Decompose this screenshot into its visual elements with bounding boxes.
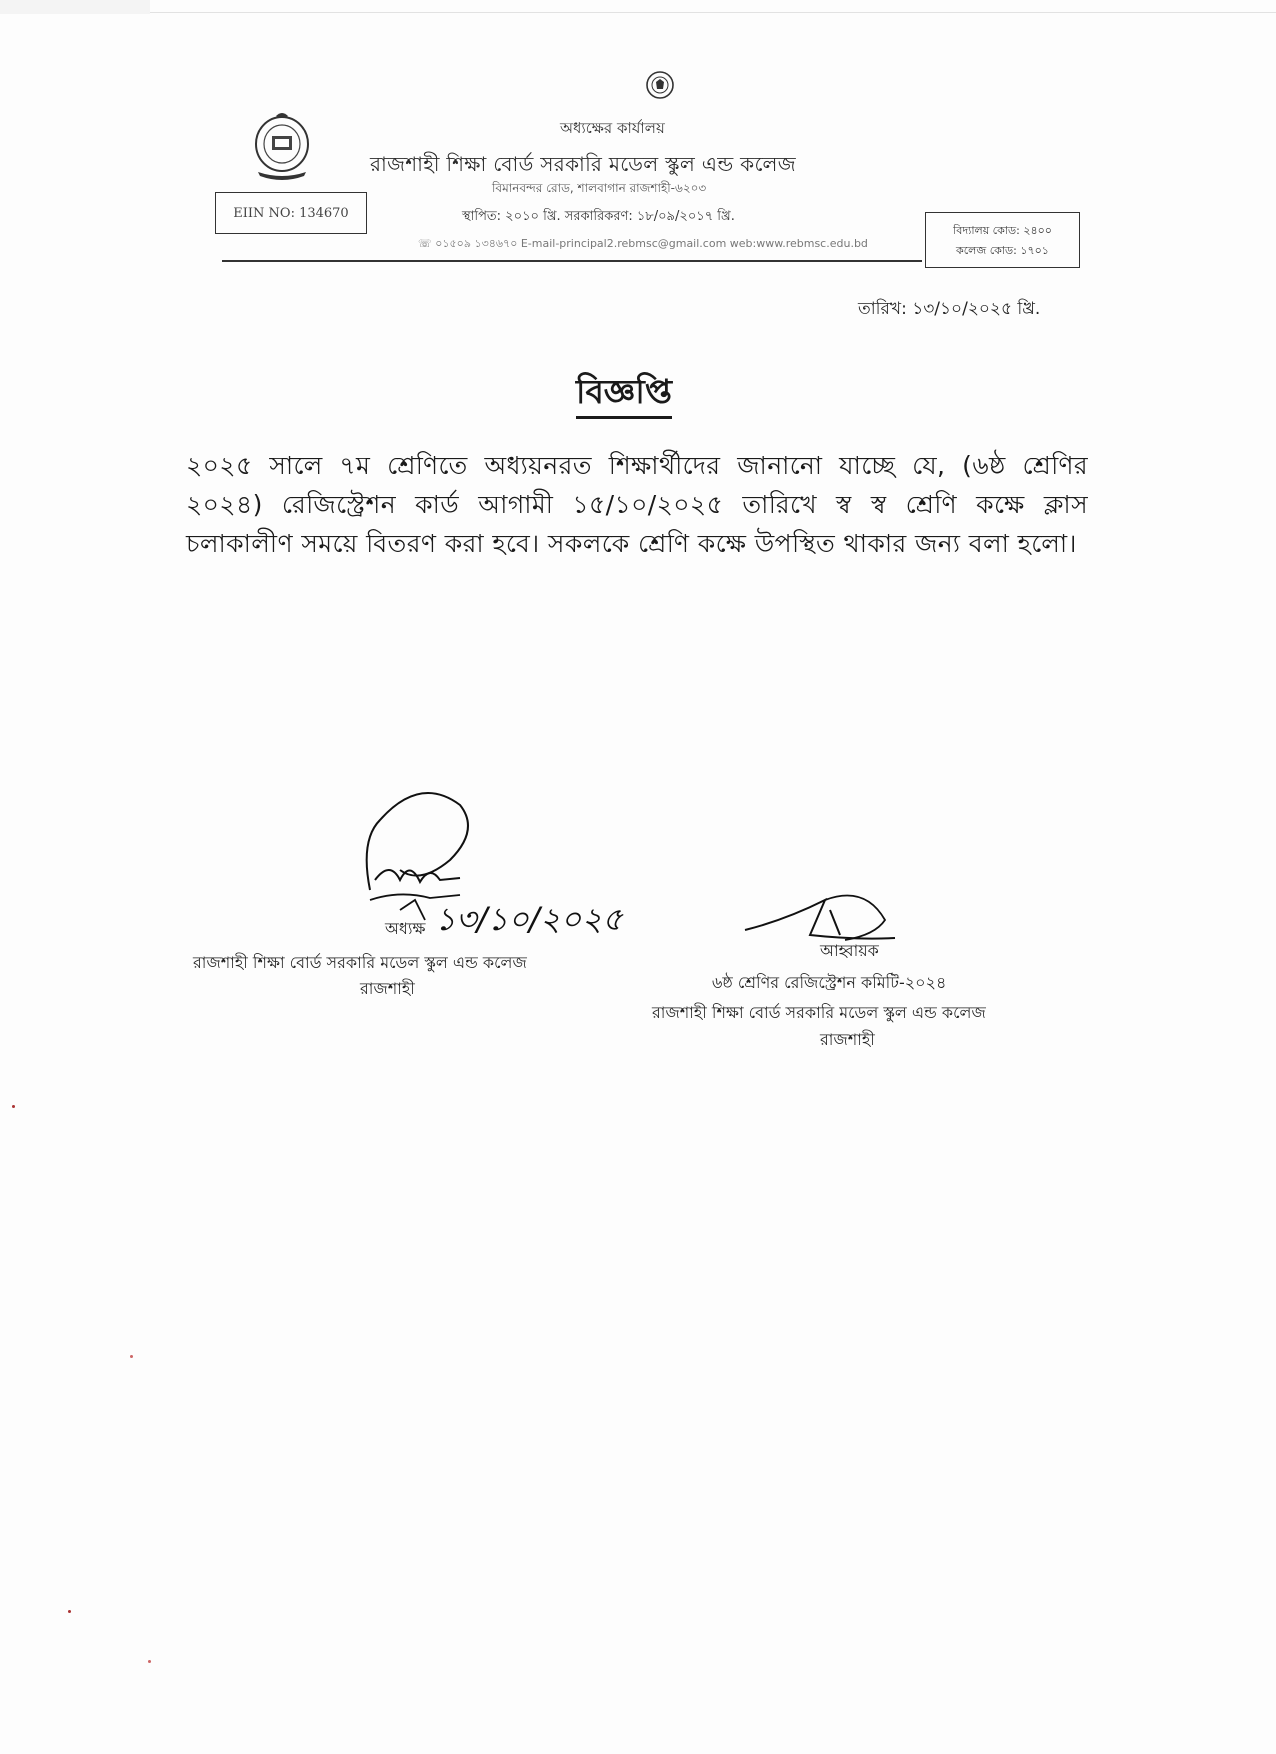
school-name: রাজশাহী শিক্ষা বোর্ড সরকারি মডেল স্কুল এন্ড কলেজ (370, 152, 796, 176)
notice-title: বিজ্ঞপ্তি (576, 370, 672, 419)
eiin-number: EIIN NO: 134670 (233, 205, 349, 221)
college-code: কলেজ কোড: ১৭০১ (956, 244, 1049, 257)
scan-speck (130, 1355, 133, 1358)
scan-edge (0, 0, 150, 14)
eiin-box (215, 192, 367, 234)
scan-top-line (150, 12, 1276, 13)
scan-speck (68, 1610, 71, 1613)
establishment-info: স্থাপিত: ২০১০ খ্রি. সরকারিকরণ: ১৮/০৯/২০১৭ খ্রি. (462, 209, 735, 224)
school-logo-icon (248, 110, 316, 182)
notice-body: ২০২৫ সালে ৭ম শ্রেণিতে অধ্যয়নরত শিক্ষার্থীদের জানানো যাচ্ছে যে, (৬ষ্ঠ শ্রেণির ২০২৪) রেজিস্ট্রেশন কার্ড আগামী ১৫/১০/২০২৫ তারিখে স্ব স্ব শ্রেণি কক্ষে ক্লাস চলাকালীণ সময়ে বিতরণ করা হবে। সকলকে শ্রেণি কক্ষে উপস্থিত থাকার জন্য বলা হলো। (186, 451, 1088, 558)
institution-code-box (925, 212, 1080, 268)
contact-info: ☏ ০১৫০৯ ১৩৪৬৭০ E-mail-principal2.rebmsc@gmail.com web:www.rebmsc.edu.bd (418, 237, 868, 250)
principal-designation: অধ্যক্ষ (385, 919, 426, 938)
notice-date: তারিখ: ১৩/১০/২০২৫ খ্রি. (858, 299, 1041, 319)
principal-city: রাজশাহী (360, 979, 415, 998)
convener-institution: রাজশাহী শিক্ষা বোর্ড সরকারি মডেল স্কুল এন্ড কলেজ (652, 1003, 986, 1022)
scan-speck (148, 1660, 151, 1663)
principal-institution: রাজশাহী শিক্ষা বোর্ড সরকারি মডেল স্কুল এন্ড কলেজ (193, 953, 527, 972)
header-divider (222, 260, 922, 262)
office-title: অধ্যক্ষের কার্যালয় (560, 119, 665, 137)
principal-signature-icon (340, 780, 630, 960)
convener-designation: আহ্বায়ক (820, 941, 879, 960)
school-code: বিদ্যালয় কোড: ২৪০০ (953, 224, 1052, 237)
school-address: বিমানবন্দর রোড, শালবাগান রাজশাহী-৬২০৩ (492, 181, 707, 195)
convener-city: রাজশাহী (820, 1030, 875, 1049)
government-emblem-icon (645, 70, 675, 100)
scan-speck (12, 1105, 15, 1108)
principal-handwritten-date: ১৩/১০/২০২৫ (435, 900, 623, 938)
convener-committee: ৬ষ্ঠ শ্রেণির রেজিস্ট্রেশন কমিটি-২০২৪ (712, 973, 947, 992)
